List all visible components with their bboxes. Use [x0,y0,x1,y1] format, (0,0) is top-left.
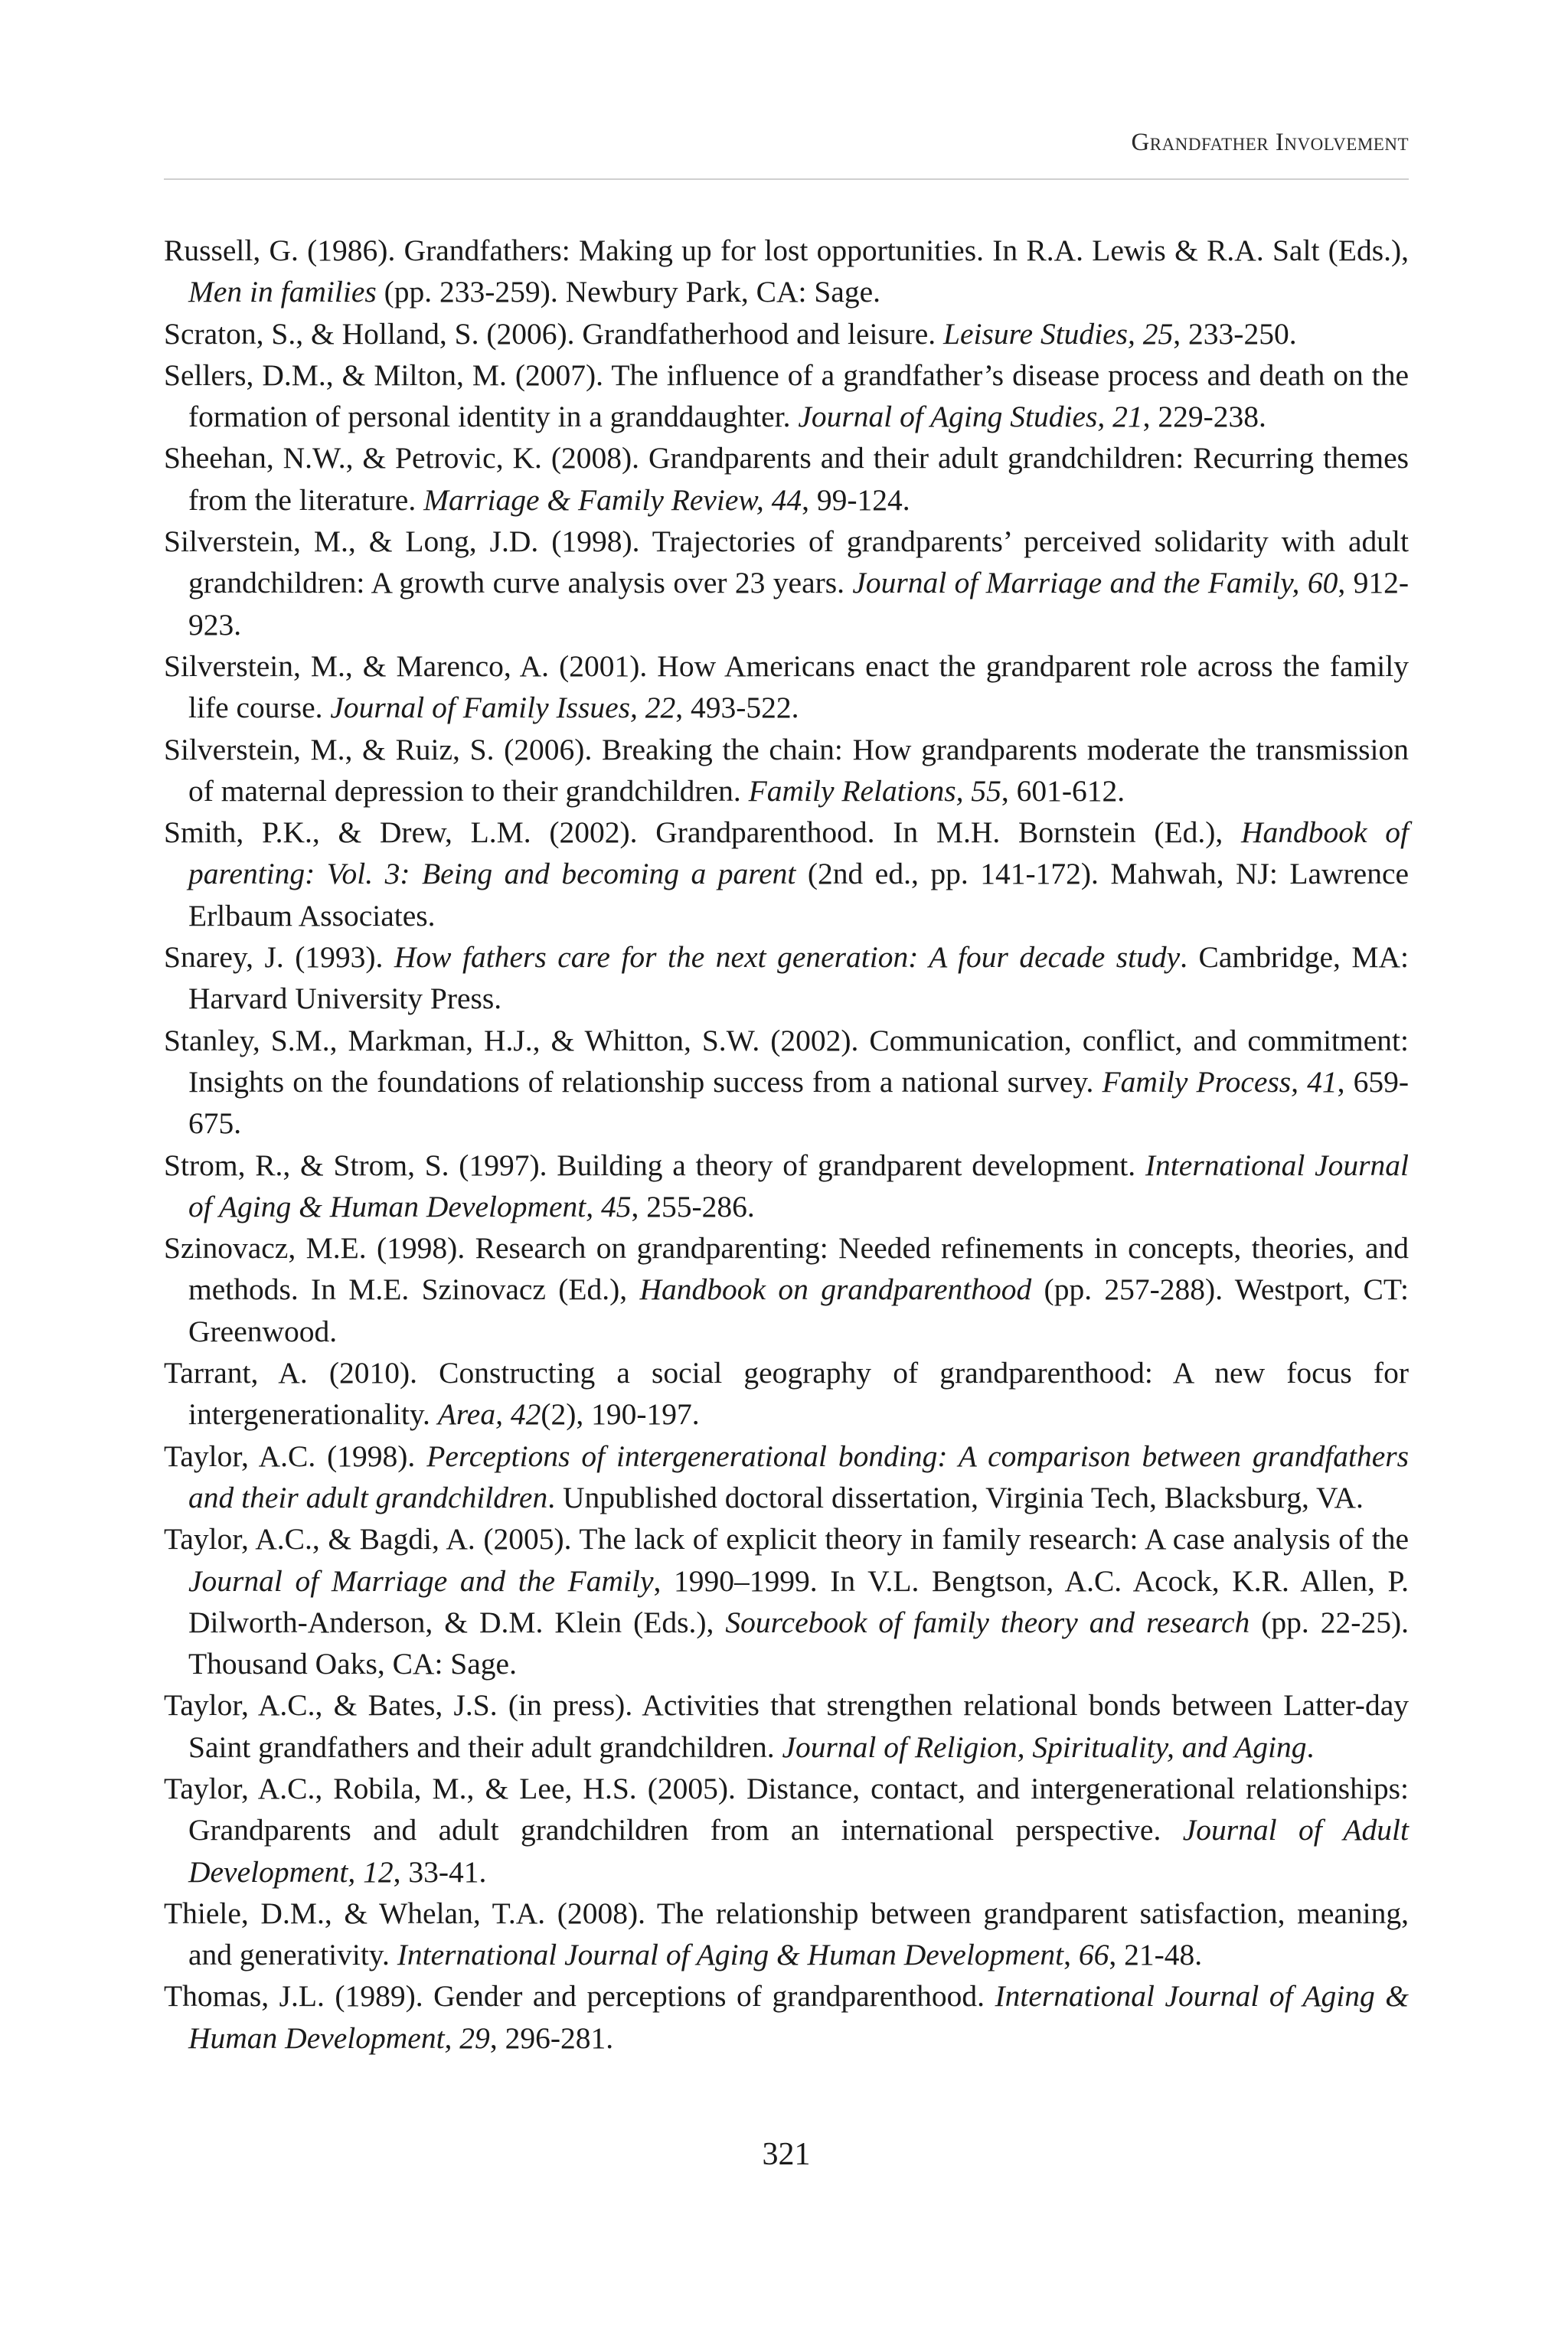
reference-author: Thiele, D.M., & Whelan, T.A. (2008). [164,1896,657,1930]
reference-author: Silverstein, M., & Marenco, A. (2001). [164,648,658,683]
reference-entry [164,1518,1409,1684]
reference-text: Breaking the chain: How grandparents moderate the transmission of maternal depression to their grandchildren. [188,732,1409,808]
reference-details: , 912-923. [188,566,1409,642]
reference-text: The relationship between grandparent satisfaction, meaning, and generativity. [188,1896,1409,1972]
reference-author: Tarrant, A. (2010). [164,1356,439,1390]
reference-source-title: Sourcebook of family theory and research [725,1605,1250,1639]
reference-details: , 493-522. [675,691,799,725]
reference-source-title: Family Relations, 55 [748,773,1001,808]
reference-source-title: International Journal of Aging & Human Development, 29 [188,1979,1409,2055]
reference-source-title: Area, 42 [437,1397,541,1432]
reference-source-title: Journal of Family Issues, 22 [330,691,676,725]
reference-author: Taylor, A.C. (1998). [164,1439,427,1473]
reference-details: . Unpublished doctoral dissertation, Virginia Tech, Blacksburg, VA. [547,1480,1364,1514]
reference-source-title: International Journal of Aging & Human Development, 45 [188,1148,1409,1223]
reference-entry [164,1020,1409,1145]
header-rule [164,178,1409,180]
reference-author: Taylor, A.C., & Bagdi, A. (2005). [164,1522,580,1557]
reference-details: , 601-612. [1001,773,1125,808]
reference-text: Distance, contact, and intergenerational relationships: Grandparents and adult grandchildren from an international perspective. [188,1771,1410,1847]
reference-entry [164,1893,1409,1976]
reference-details: , 296-281. [489,2020,614,2055]
reference-source-title: Leisure Studies, 25 [943,316,1174,351]
reference-author: Scraton, S., & Holland, S. (2006). [164,316,583,351]
reference-text: The influence of a grandfather’s disease process and death on the formation of personal identity in a granddaughter. [188,358,1409,434]
reference-details: , 255-286. [631,1189,755,1223]
reference-text: The lack of explicit theory in family research: A case analysis of the [579,1522,1409,1557]
reference-author: Thomas, J.L. (1989). [164,1979,434,2014]
reference-details: (pp. 257-288). Westport, CT: Greenwood. [188,1272,1409,1348]
reference-text: Grandfatherhood and leisure. [582,316,944,351]
reference-source-title: 66 [1078,1938,1109,1972]
reference-text: Constructing a social geography of grandparenthood: A new focus for intergenerationality. [188,1356,1409,1432]
reference-entry [164,1227,1409,1352]
reference-details: , 33-41. [393,1854,487,1889]
reference-text: Research on grandparenting: Needed refinements in concepts, theories, and methods. In M.E. Szinovacz (Ed.), [188,1231,1409,1307]
reference-entry [164,1352,1409,1436]
reference-source-title: Men in families [188,275,377,309]
reference-source-title: Handbook on grandparenthood [639,1272,1032,1307]
reference-entry [164,1975,1409,2059]
reference-details: (pp. 233-259). Newbury Park, CA: Sage. [376,275,880,309]
reference-author: Stanley, S.M., Markman, H.J., & Whitton, S.W. (2002). [164,1023,870,1057]
reference-author: Szinovacz, M.E. (1998). [164,1231,475,1266]
reference-author: Silverstein, M., & Ruiz, S. (2006). [164,732,602,766]
reference-source-title: Perceptions of intergenerational bonding: A comparison between grandfathers and their adult grandchildren [188,1439,1409,1514]
reference-entry [164,354,1409,438]
reference-entry [164,521,1409,645]
reference-text: Grandparenthood. In M.H. Bornstein (Ed.), [655,815,1241,850]
reference-entry [164,1436,1409,1519]
reference-details: , 229-238. [1142,400,1266,434]
reference-text: Trajectories of grandparents’ perceived solidarity with adult grandchildren: A growth curve analysis over 23 years. [188,524,1409,600]
reference-text: Activities that strengthen relational bonds between Latter-day Saint grandfathers and their adult grandchildren. [188,1688,1409,1764]
reference-author: Snarey, J. (1993). [164,940,394,975]
reference-author: Silverstein, M., & Long, J.D. (1998). [164,524,652,559]
page-number: 321 [762,2137,811,2172]
reference-author: Strom, R., & Strom, S. (1997). [164,1148,557,1182]
reference-entry [164,936,1409,1020]
reference-source-title: Journal of Marriage and the Family [188,1563,654,1598]
reference-details: , [1063,1938,1079,1972]
reference-author: Sellers, D.M., & Milton, M. (2007). [164,358,612,392]
reference-text: Grandfathers: Making up for lost opportunities. In R.A. Lewis & R.A. Salt (Eds.), [403,234,1409,267]
reference-details: (2), 190-197. [541,1397,700,1432]
reference-details: , 99-124. [802,482,910,517]
reference-list [164,230,1409,2059]
reference-author: Sheehan, N.W., & Petrovic, K. (2008). [164,441,648,475]
reference-source-title: Journal of Aging Studies, 21 [798,400,1143,434]
reference-source-title: International Journal of Aging & Human Development [397,1938,1064,1972]
reference-source-title: How fathers care for the next generation: A four decade study [394,940,1181,975]
reference-entry [164,812,1409,936]
reference-details: . [1306,1730,1315,1764]
reference-author: Taylor, A.C., & Bates, J.S. (in press). [164,1688,642,1723]
reference-author: Taylor, A.C., Robila, M., & Lee, H.S. (2005). [164,1771,746,1805]
reference-entry [164,729,1409,812]
reference-details: , 21-48. [1109,1938,1203,1972]
reference-entry [164,313,1409,354]
reference-text: Communication, conflict, and commitment: Insights on the foundations of relationship success from a national survey. [188,1023,1409,1099]
reference-details: (pp. 22-25). Thousand Oaks, CA: Sage. [188,1605,1409,1681]
reference-source-title: Handbook of parenting: Vol. 3: Being and becoming a parent [188,815,1409,891]
reference-details: . Cambridge, MA: Harvard University Press. [188,940,1409,1016]
reference-source-title: Family Process, 41 [1102,1064,1338,1099]
reference-entry [164,1684,1409,1768]
reference-entry [164,437,1409,521]
reference-details: , 659-675. [188,1064,1409,1141]
running-head: Grandfather Involvement [1131,129,1409,156]
reference-text: Gender and perceptions of grandparenthood. [433,1979,995,2014]
reference-entry [164,1768,1409,1893]
reference-entry [164,230,1409,313]
reference-author: Smith, P.K., & Drew, L.M. (2002). [164,815,656,850]
reference-source-title: Journal of Religion, Spirituality, and Aging [782,1730,1307,1764]
reference-entry [164,645,1409,729]
reference-source-title: Marriage & Family Review, 44 [423,482,802,517]
reference-text: Building a theory of grandparent development. [557,1148,1145,1182]
reference-source-title: Journal of Marriage and the Family, 60 [852,566,1338,600]
reference-entry [164,1145,1409,1228]
reference-details: , 233-250. [1173,316,1297,351]
reference-details: (2nd ed., pp. 141-172). Mahwah, NJ: Lawrence Erlbaum Associates. [188,857,1410,933]
reference-text: How Americans enact the grandparent role across the family life course. [188,648,1409,725]
reference-details: , 1990–1999. In V.L. Bengtson, A.C. Acock, K.R. Allen, P. Dilworth-Anderson, & D.M. Klein (Eds.), [188,1563,1409,1639]
reference-author: Russell, G. (1986). [164,234,404,267]
reference-source-title: Journal of Adult Development, 12 [188,1813,1409,1889]
reference-text: Grandparents and their adult grandchildren: Recurring themes from the literature. [188,441,1409,517]
